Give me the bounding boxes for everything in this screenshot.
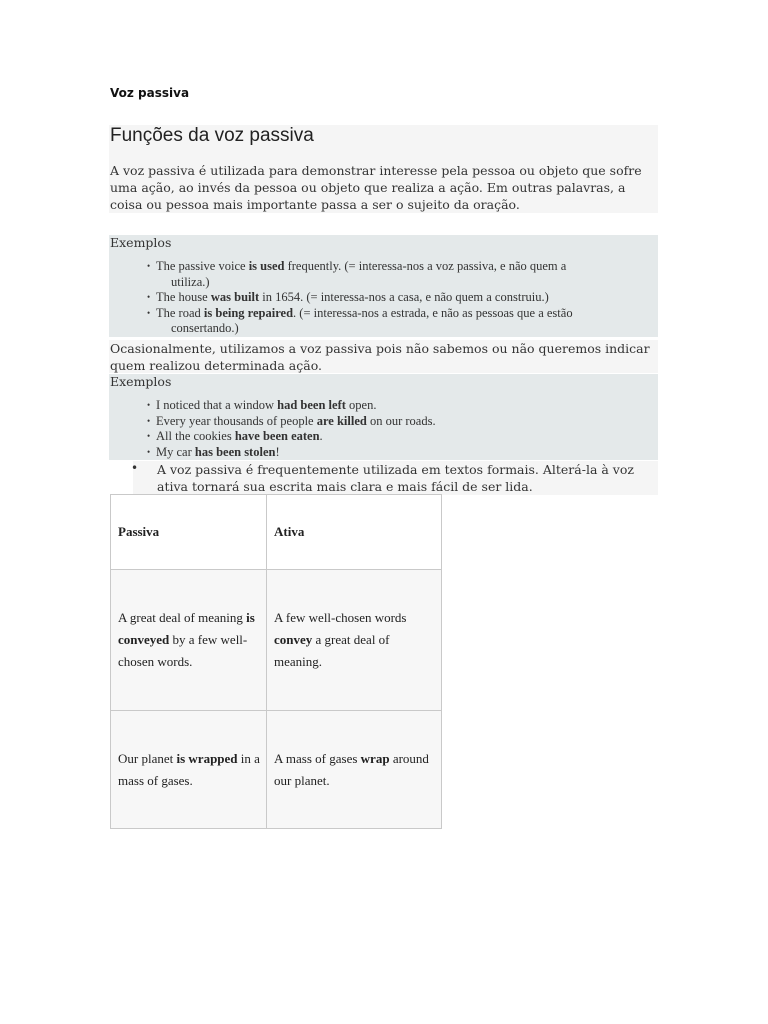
table-cell-ativa: A mass of gases wrap around our planet. — [267, 711, 442, 829]
list-item: • I noticed that a window had been left open. — [147, 398, 377, 412]
bullet-icon: • — [147, 400, 151, 410]
bullet-icon: • — [147, 446, 151, 457]
bullet-icon: • — [131, 461, 139, 475]
table-cell-ativa: A few well-chosen words convey a great deal of meaning. — [267, 570, 442, 711]
list-item: • The house was built in 1654. (= interessa-nos a casa, e não quem a construiu.) — [147, 290, 549, 304]
table-header-row — [111, 495, 442, 570]
list-item: • The passive voice is used frequently. (= interessa-nos a voz passiva, e não quem a utiliza.) — [147, 259, 567, 289]
document-title: Voz passiva — [110, 86, 190, 100]
examples-label: Exemplos — [110, 235, 172, 250]
table-header-ativa: Ativa — [267, 495, 442, 570]
comparison-table — [110, 494, 442, 829]
table-cell-passiva: A great deal of meaning is conveyed by a few well-chosen words. — [111, 570, 267, 711]
examples-label: Exemplos — [110, 374, 172, 389]
table-cell-passiva: Our planet is wrapped in a mass of gases. — [111, 711, 267, 829]
bullet-icon: • — [147, 261, 151, 271]
list-item: • Every year thousands of people are killed on our roads. — [147, 413, 436, 428]
list-item: • My car has been stolen! — [147, 444, 280, 459]
intro-paragraph: A voz passiva é utilizada para demonstrar interesse pela pessoa ou objeto que sofre uma ação, ao invés da pessoa ou objeto que realiza a ação. Em outras palavras, a coisa ou pessoa mais importante passa a ser o sujeito da oração. — [110, 163, 642, 212]
bullet-icon: • — [147, 292, 151, 302]
examples-list — [147, 259, 647, 337]
formal-note: A voz passiva é frequentemente utilizada em textos formais. Alterá-la à voz ativa tornará sua escrita mais clara e mais fácil de ser lida. — [157, 462, 634, 494]
table-row — [111, 711, 442, 829]
bullet-icon: • — [147, 307, 151, 318]
bullet-icon: • — [147, 431, 151, 441]
list-item: • The road is being repaired. (= interessa-nos a estrada, e não as pessoas que a estão consertando.) — [147, 305, 573, 335]
body-paragraph: Ocasionalmente, utilizamos a voz passiva pois não sabemos ou não queremos indicar quem realizou determinada ação. — [110, 341, 650, 373]
section-heading: Funções da voz passiva — [110, 125, 314, 146]
list-item: • All the cookies have been eaten. — [147, 429, 323, 443]
table-header-passiva: Passiva — [111, 495, 267, 570]
bullet-icon: • — [147, 415, 151, 426]
table-row — [111, 570, 442, 711]
examples-list — [147, 398, 647, 460]
